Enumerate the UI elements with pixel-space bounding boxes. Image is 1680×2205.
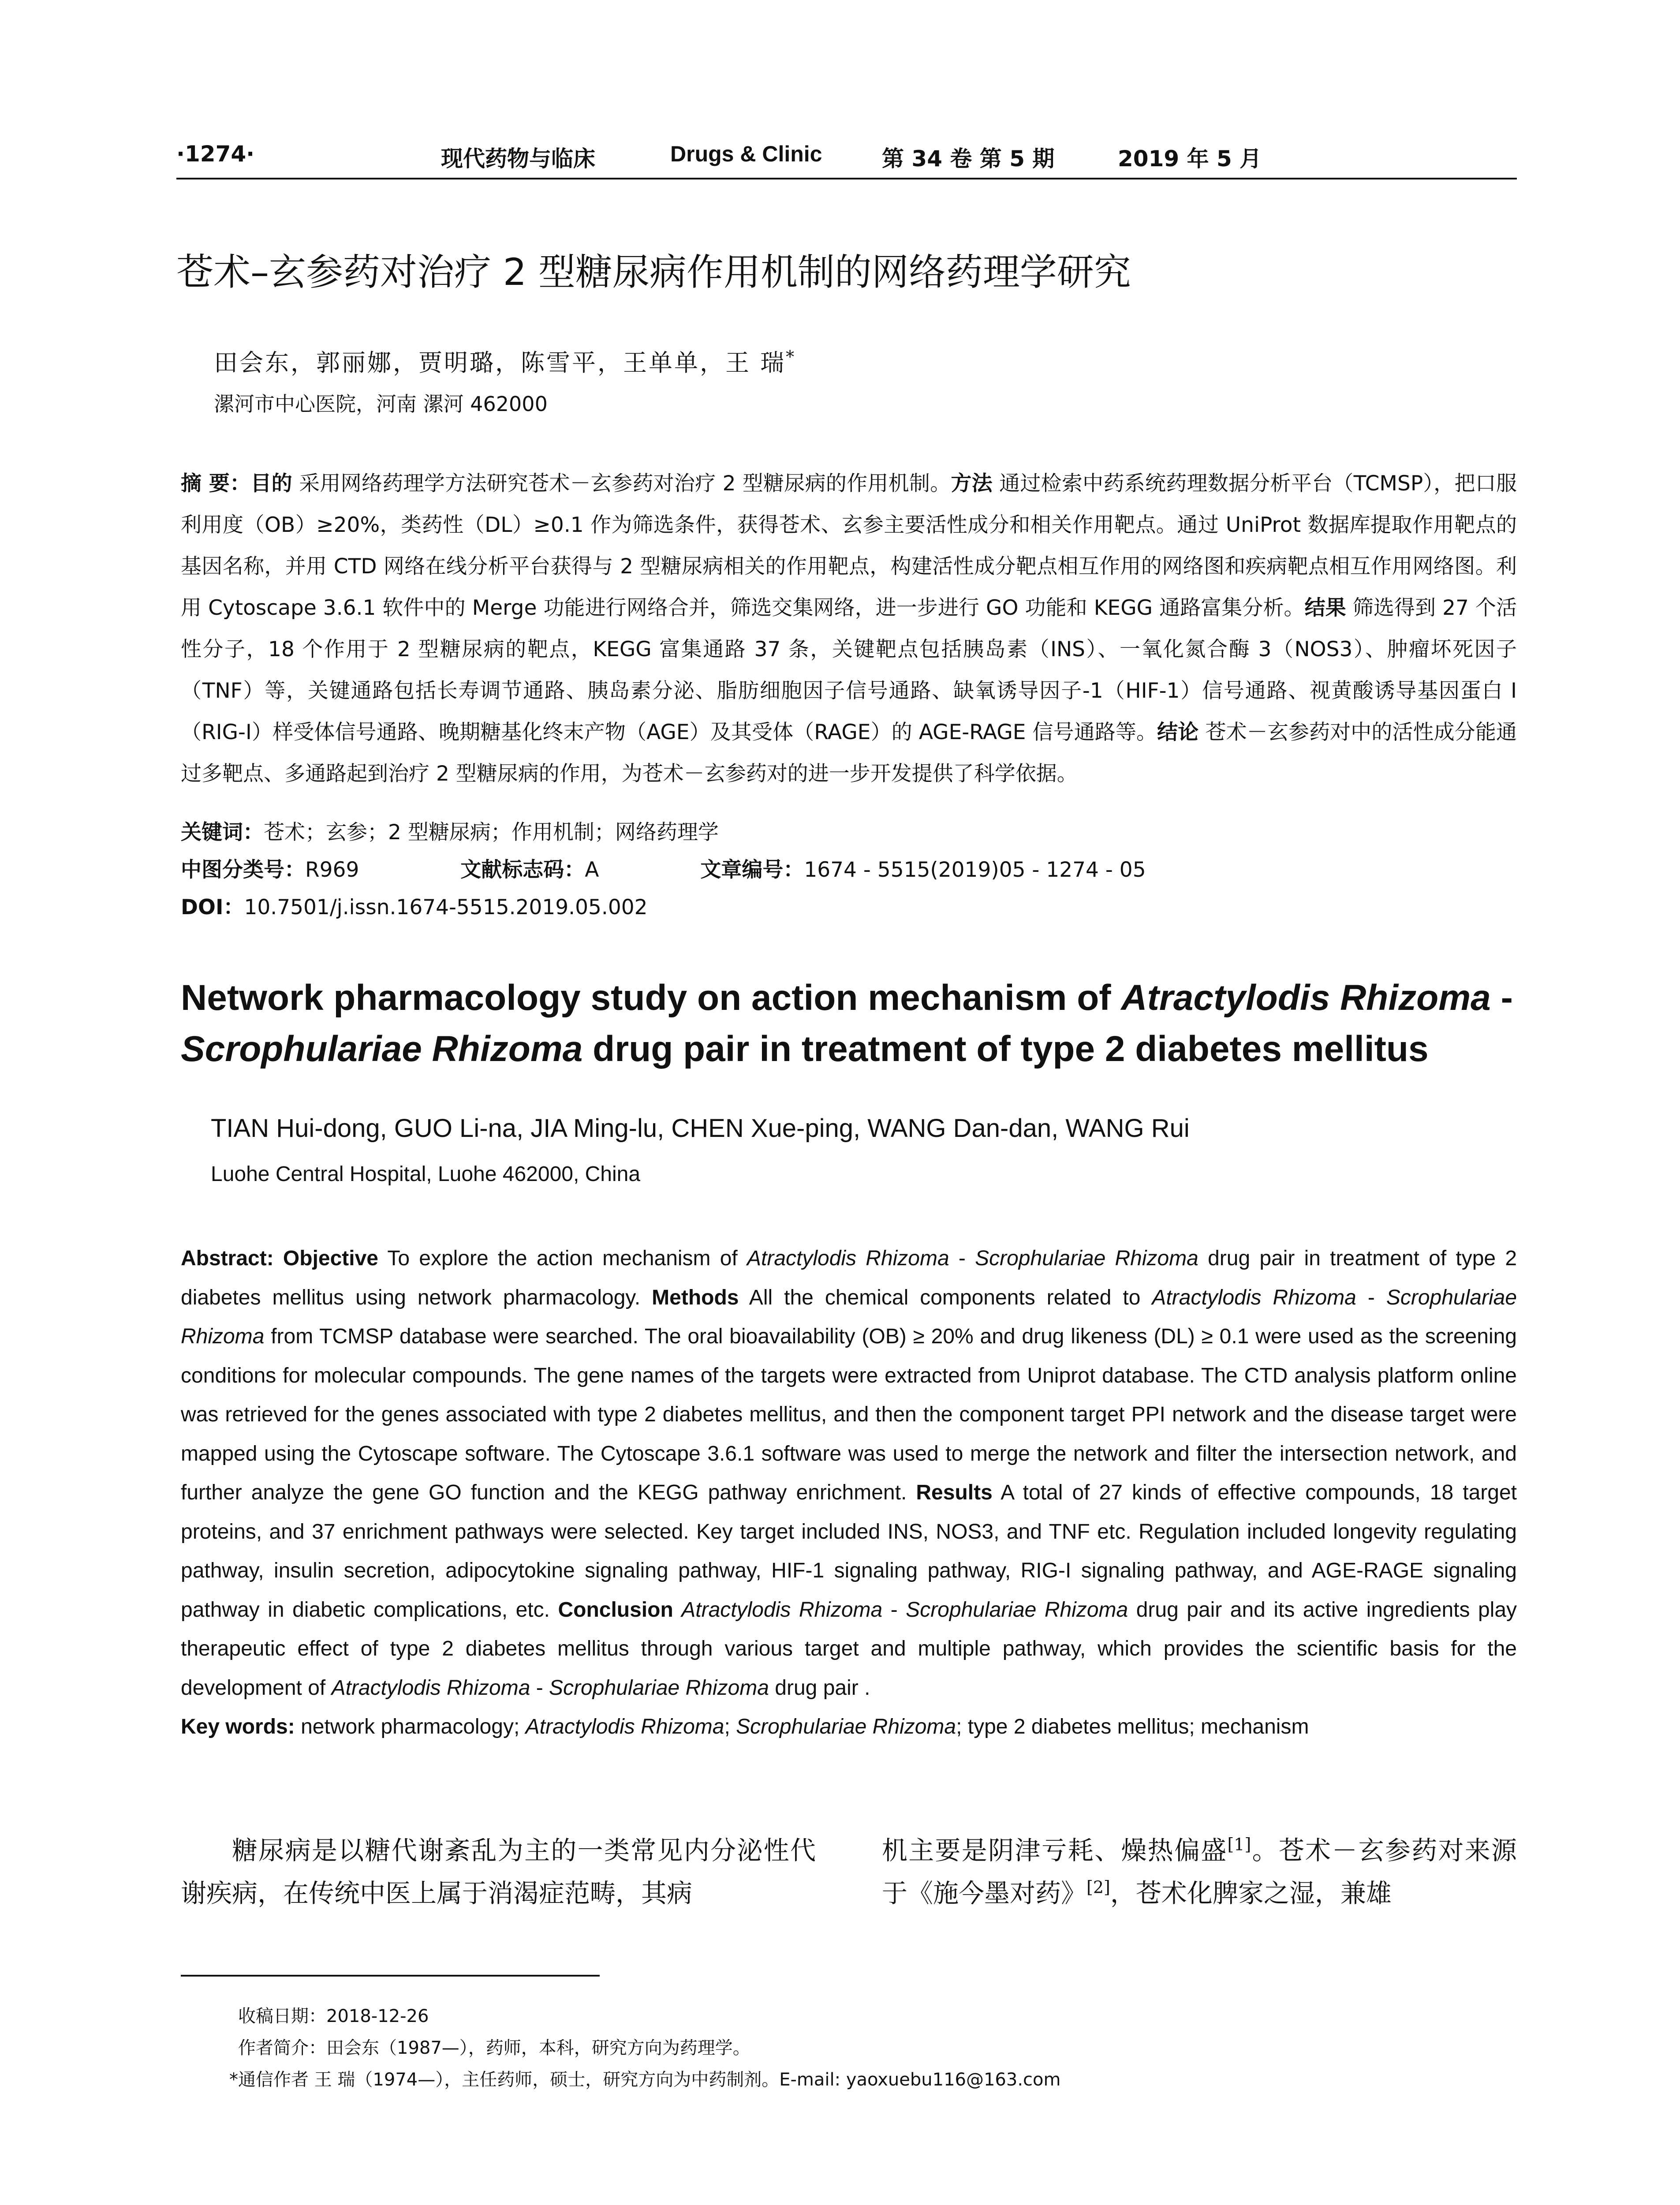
abstract-label-cn: 摘 要： (181, 471, 251, 496)
affiliation-en: Luohe Central Hospital, Luohe 462000, China (211, 1162, 641, 1186)
abstract-cn (181, 463, 1517, 795)
conclusion-text-cn: 苍术－玄参药对中的活性成分能通过多靶点、多通路起到治疗 2 型糖尿病的作用，为苍术－玄参药对的进一步开发提供了科学依据。 (181, 720, 1517, 786)
body-column-right (882, 1829, 1517, 1915)
body-paragraph: 糖尿病是以糖代谢紊乱为主的一类常见内分泌性代谢疾病，在传统中医上属于消渴症范畴，其病 (181, 1835, 816, 1908)
footnote-received: 收稿日期：2018-12-26 (238, 2006, 429, 2026)
conclusion-label-en: Conclusion (558, 1598, 673, 1622)
paper-title-en: Network pharmacology study on action mechanism of Atractylodis Rhizoma - Scrophulariae Rhizoma drug pair in treatment of type 2 diabetes mellitus (181, 978, 1513, 1069)
abstract-en: Abstract: Objective To explore the action mechanism of Atractylodis Rhizoma - Scrophulariae Rhizoma drug pair in treatment of type 2 diabetes mellitus using network pharmacology. Methods All the chemical components related to Atractylodis Rhizoma - Scrophulariae Rhizoma from TCMSP database were searched. The oral bioavailability (OB) ≥ 20% and drug likeness (DL) ≥ 0.1 were used as the screening conditions for molecular compounds. The gene names of the targets were extracted from Uniprot database. The CTD analysis platform online was retrieved for the genes associated with type 2 diabetes mellitus, and then the component target PPI network and the disease target were mapped using the Cytoscape software. The Cytoscape 3.6.1 software was used to merge the network and filter the intersection network, and further analyze the gene GO function and the KEGG pathway enrichment. Results A total of 27 kinds of effective compounds, 18 target proteins, and 37 enrichment pathways were selected. Key target included INS, NOS3, and TNF etc. Regulation included longevity regulating pathway, insulin secretion, adipocytokine signaling pathway, HIF-1 signaling pathway, RIG-I signaling pathway, and AGE-RAGE signaling pathway in diabetic complications, etc. Conclusion Atractylodis Rhizoma - Scrophulariae Rhizoma drug pair and its active ingredients play therapeutic effect of type 2 diabetes mellitus through various target and multiple pathway, which provides the scientific basis for the development of Atractylodis Rhizoma - Scrophulariae Rhizoma drug pair . Key words: network pharmacology; Atractylodis Rhizoma; Scrophulariae Rhizoma; type 2 diabetes mellitus; mechanism (181, 1239, 1517, 1747)
abstract-label-en: Abstract: Objective (181, 1247, 379, 1270)
affiliation-cn: 漯河市中心医院，河南 漯河 462000 (214, 392, 548, 416)
body-column-left (181, 1829, 816, 1915)
keywords-cn: 关键词：苍术；玄参；2 型糖尿病；作用机制；网络药理学 (181, 820, 719, 845)
citation-ref: [2] (1086, 1877, 1110, 1897)
paper-title-cn: 苍术–玄参药对治疗 2 型糖尿病作用机制的网络药理学研究 (176, 250, 1131, 294)
footnote-rule (181, 1975, 600, 1977)
corresponding-mark: * (786, 347, 796, 366)
methods-label-en: Methods (652, 1286, 739, 1309)
body-paragraph: 机主要是阴津亏耗、燥热偏盛[1]。苍术－玄参药对来源于《施今墨对药》[2]，苍术化脾家之湿，兼雄 (882, 1835, 1517, 1908)
methods-text-cn: 通过检索中药系统药理数据分析平台（TCMSP），把口服利用度（OB）≥20%，类药性（DL）≥0.1 作为筛选条件，获得苍术、玄参主要活性成分和相关作用靶点。通过 UniProt 数据库提取作用靶点的基因名称，并用 CTD 网络在线分析平台获得与 2 型糖尿病相关的作用靶点，构建活性成分靶点相互作用的网络图和疾病靶点相互作用网络图。利用 Cytoscape 3.6.1 软件中的 Merge 功能进行网络合并，筛选交集网络，进一步进行 GO 功能和 KEGG 通路富集分析。 (181, 471, 1517, 620)
footnote-corresponding: *通信作者 王 瑞（1974—），主任药师，硕士，研究方向为中药制剂。E-mail: yaoxuebu116@163.com (229, 2070, 1061, 2090)
page-number: ·1274· (176, 141, 255, 167)
journal-name-cn: 现代药物与临床 (441, 146, 595, 172)
header-rule (176, 178, 1517, 179)
footnote-author-intro: 作者简介：田会东（1987—），药师，本科，研究方向为药理学。 (238, 2038, 750, 2058)
results-text-cn: 筛选得到 27 个活性分子，18 个作用于 2 型糖尿病的靶点，KEGG 富集通路 37 条，关键靶点包括胰岛素（INS）、一氧化氮合酶 3（NOS3）、肿瘤坏死因子（TNF）等，关键通路包括长寿调节通路、胰岛素分泌、脂肪细胞因子信号通路、缺氧诱导因子-1（HIF-1）信号通路、视黄酸诱导基因蛋白 I（RIG-I）样受体信号通路、晚期糖基化终末产物（AGE）及其受体（RAGE）的 AGE-RAGE 信号通路等。 (181, 596, 1517, 744)
objective-text-cn: 采用网络药理学方法研究苍术－玄参药对治疗 2 型糖尿病的作用机制。 (292, 471, 951, 496)
keywords-en: Key words: network pharmacology; Atractylodis Rhizoma; Scrophulariae Rhizoma; type 2 diabetes mellitus; mechanism (181, 1715, 1309, 1738)
author-list-en: TIAN Hui-dong, GUO Li-na, JIA Ming-lu, CHEN Xue-ping, WANG Dan-dan, WANG Rui (211, 1114, 1190, 1143)
journal-name-en: Drugs & Clinic (670, 142, 822, 166)
journal-issue: 第 34 卷 第 5 期 (882, 146, 1055, 172)
objective-label-cn: 目的 (250, 471, 292, 496)
classification-line: 中图分类号：R969 文献标志码：A 文章编号：1674 - 5515(2019)05 - 1274 - 05 (181, 858, 1146, 882)
methods-label-cn: 方法 (951, 471, 993, 496)
author-list-cn: 田会东，郭丽娜，贾明璐，陈雪平，王单单，王 瑞* (214, 347, 796, 377)
citation-ref: [1] (1227, 1835, 1251, 1854)
doi-line: DOI：10.7501/j.issn.1674-5515.2019.05.002 (181, 895, 648, 919)
conclusion-label-cn: 结论 (1157, 720, 1199, 744)
results-label-en: Results (916, 1481, 993, 1504)
results-label-cn: 结果 (1304, 596, 1346, 620)
issue-date: 2019 年 5 月 (1118, 146, 1262, 172)
